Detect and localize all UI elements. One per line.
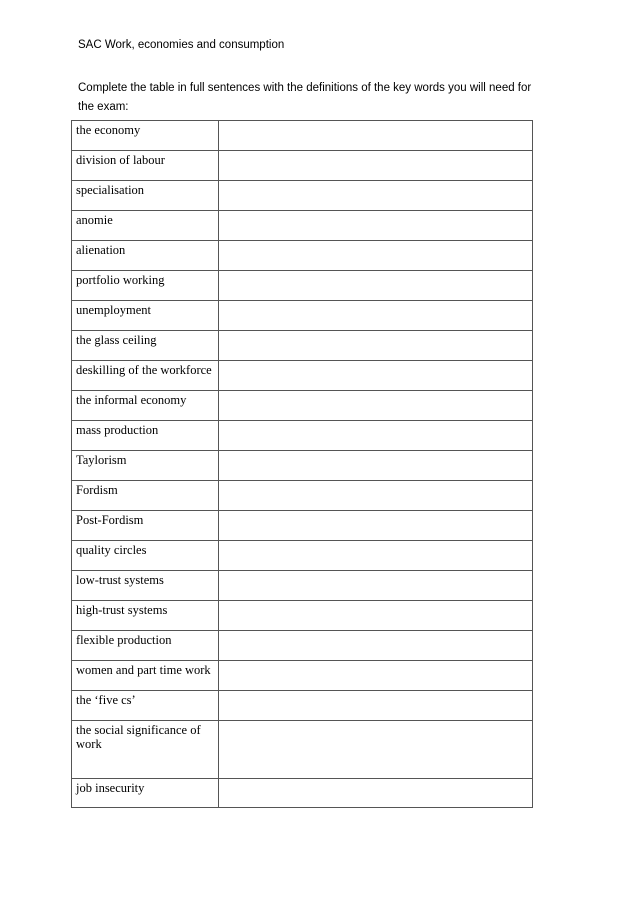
table-row (72, 691, 533, 721)
table-row (72, 121, 533, 151)
table-row (72, 451, 533, 481)
term-cell: the ‘five cs’ (72, 691, 219, 721)
term-cell: flexible production (72, 631, 219, 661)
definition-cell[interactable] (219, 331, 533, 361)
definition-cell[interactable] (219, 121, 533, 151)
table-row (72, 511, 533, 541)
term-cell: job insecurity (72, 779, 219, 808)
definition-cell[interactable] (219, 421, 533, 451)
definition-cell[interactable] (219, 691, 533, 721)
table-row (72, 241, 533, 271)
definition-cell[interactable] (219, 571, 533, 601)
table-row (72, 571, 533, 601)
term-cell: the social significance of work (72, 721, 219, 779)
term-cell: high-trust systems (72, 601, 219, 631)
definition-cell[interactable] (219, 601, 533, 631)
table-row (72, 301, 533, 331)
table-row (72, 181, 533, 211)
definition-cell[interactable] (219, 481, 533, 511)
definition-cell[interactable] (219, 391, 533, 421)
document-header: SAC Work, economies and consumption (78, 39, 285, 51)
term-cell: the glass ceiling (72, 331, 219, 361)
term-cell: unemployment (72, 301, 219, 331)
term-cell: Fordism (72, 481, 219, 511)
definition-cell[interactable] (219, 301, 533, 331)
definition-cell[interactable] (219, 661, 533, 691)
table-row (72, 211, 533, 241)
definition-cell[interactable] (219, 361, 533, 391)
table-row (72, 391, 533, 421)
definition-cell[interactable] (219, 631, 533, 661)
table-row (72, 331, 533, 361)
table-row (72, 779, 533, 808)
term-cell: low-trust systems (72, 571, 219, 601)
definition-cell[interactable] (219, 241, 533, 271)
table-row (72, 631, 533, 661)
table-row (72, 421, 533, 451)
term-cell: deskilling of the workforce (72, 361, 219, 391)
definition-cell[interactable] (219, 151, 533, 181)
term-cell: quality circles (72, 541, 219, 571)
term-cell: the informal economy (72, 391, 219, 421)
table-row (72, 271, 533, 301)
table-row (72, 541, 533, 571)
term-cell: the economy (72, 121, 219, 151)
term-cell: alienation (72, 241, 219, 271)
definition-cell[interactable] (219, 271, 533, 301)
definition-cell[interactable] (219, 211, 533, 241)
definition-cell[interactable] (219, 511, 533, 541)
term-cell: anomie (72, 211, 219, 241)
table-row (72, 661, 533, 691)
term-cell: division of labour (72, 151, 219, 181)
table-row (72, 361, 533, 391)
definition-cell[interactable] (219, 779, 533, 808)
definition-cell[interactable] (219, 721, 533, 779)
term-cell: Taylorism (72, 451, 219, 481)
term-cell: women and part time work (72, 661, 219, 691)
term-cell: mass production (72, 421, 219, 451)
definition-cell[interactable] (219, 451, 533, 481)
key-terms-table (71, 120, 533, 808)
definition-cell[interactable] (219, 181, 533, 211)
table-row (72, 601, 533, 631)
term-cell: Post-Fordism (72, 511, 219, 541)
definition-cell[interactable] (219, 541, 533, 571)
table-row (72, 151, 533, 181)
table-row (72, 481, 533, 511)
instructions-text: Complete the table in full sentences with the definitions of the key words you will need for the exam: (78, 82, 532, 113)
term-cell: specialisation (72, 181, 219, 211)
table-row (72, 721, 533, 779)
term-cell: portfolio working (72, 271, 219, 301)
